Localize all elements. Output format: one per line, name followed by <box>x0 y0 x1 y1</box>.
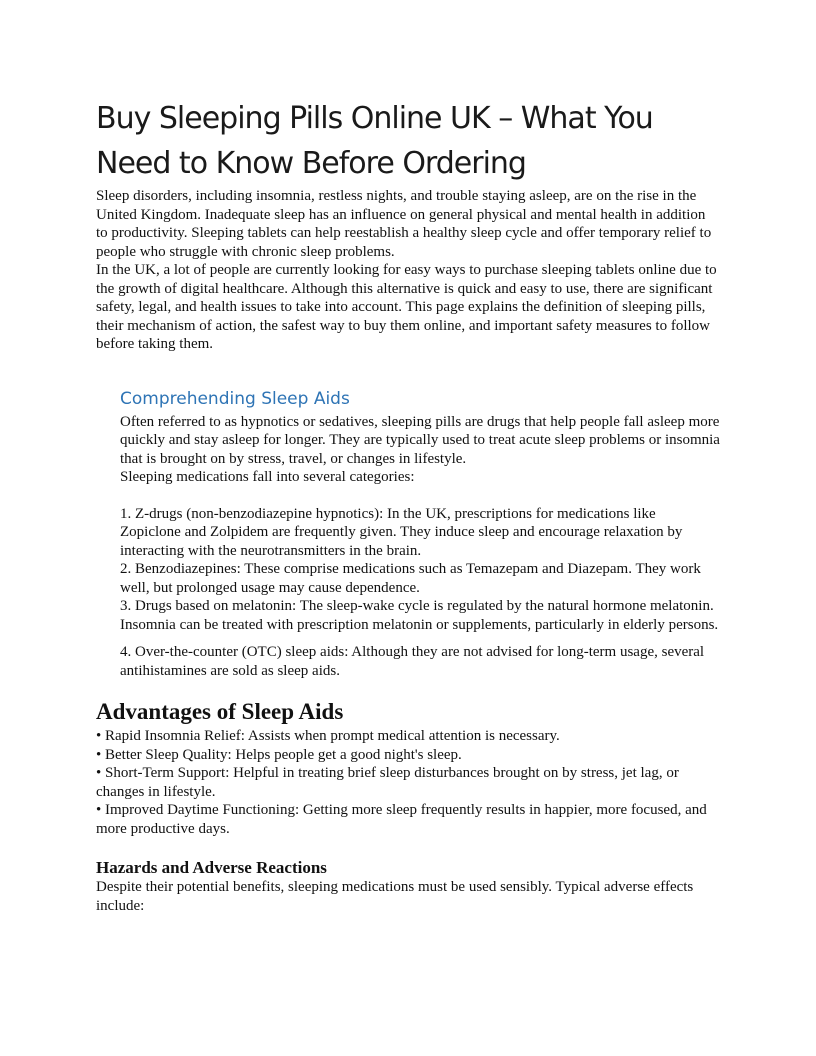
hazards-paragraph: Despite their potential benefits, sleeping medications must be used sensibly. Typical adverse effects include: <box>96 879 694 914</box>
section-sleep-aids-body <box>120 413 720 681</box>
section-heading-advantages: Advantages of Sleep Aids <box>96 699 344 724</box>
page-title <box>96 96 720 186</box>
list-item-otc: 4. Over-the-counter (OTC) sleep aids: Although they are not advised for long-term usage, several antihistamines are sold as sleep aids. <box>120 644 705 679</box>
list-item-z-drugs: 1. Z-drugs (non-benzodiazepine hypnotics): In the UK, prescriptions for medications like Zopiclone and Zolpidem are frequently given. They induce sleep and encourage relaxation by interacting with the neurotransmitters in the brain. <box>120 505 683 559</box>
sleep-aids-paragraph: Often referred to as hypnotics or sedatives, sleeping pills are drugs that help people fall asleep more quickly and stay asleep for longer. They are typically used to treat acute sleep problems or insomnia that is brought on by stress, travel, or changes in lifestyle. <box>120 413 720 467</box>
page-title-line-1: Buy Sleeping Pills Online UK – What You <box>96 101 653 136</box>
bullet-item: • Short-Term Support: Helpful in treating brief sleep disturbances brought on by stress, jet lag, or changes in lifestyle. <box>96 765 679 800</box>
bullet-item: • Better Sleep Quality: Helps people get a good night's sleep. <box>96 746 462 763</box>
section-heading-sleep-aids: Comprehending Sleep Aids <box>120 388 350 409</box>
bullet-item: • Improved Daytime Functioning: Getting more sleep frequently results in happier, more focused, and more productive days. <box>96 802 707 837</box>
section-heading-hazards: Hazards and Adverse Reactions <box>96 858 327 877</box>
blank-line <box>120 487 720 505</box>
document-page <box>96 96 720 915</box>
intro-paragraph-1: Sleep disorders, including insomnia, restless nights, and trouble staying asleep, are on the rise in the United Kingdom. Inadequate sleep has an influence on general physical and mental health in addition to productivity. Sleeping tablets can help reestablish a healthy sleep cycle and offer temporary relief to people who struggle with chronic sleep problems. <box>96 188 712 260</box>
intro-paragraph-2: In the UK, a lot of people are currently looking for easy ways to purchase sleeping tablets online due to the growth of digital healthcare. Although this alternative is quick and easy to use, there are significant safety, legal, and health issues to take into account. This page explains the definition of sleeping pills, their mechanism of action, the safest way to buy them online, and important safety measures to follow before taking them. <box>96 262 717 352</box>
list-item-melatonin: 3. Drugs based on melatonin: The sleep-wake cycle is regulated by the natural hormone melatonin. Insomnia can be treated with prescription melatonin or supplements, particularly in elderly persons. <box>120 598 719 633</box>
list-item-benzodiazepines: 2. Benzodiazepines: These comprise medications such as Temazepam and Diazepam. They work well, but prolonged usage may cause dependence. <box>120 561 701 596</box>
bullet-item: • Rapid Insomnia Relief: Assists when prompt medical attention is necessary. <box>96 728 560 744</box>
paragraph-gap <box>120 634 720 643</box>
sleep-aids-categories-intro: Sleeping medications fall into several categories: <box>120 469 415 485</box>
page-title-line-2: Need to Know Before Ordering <box>96 146 526 181</box>
